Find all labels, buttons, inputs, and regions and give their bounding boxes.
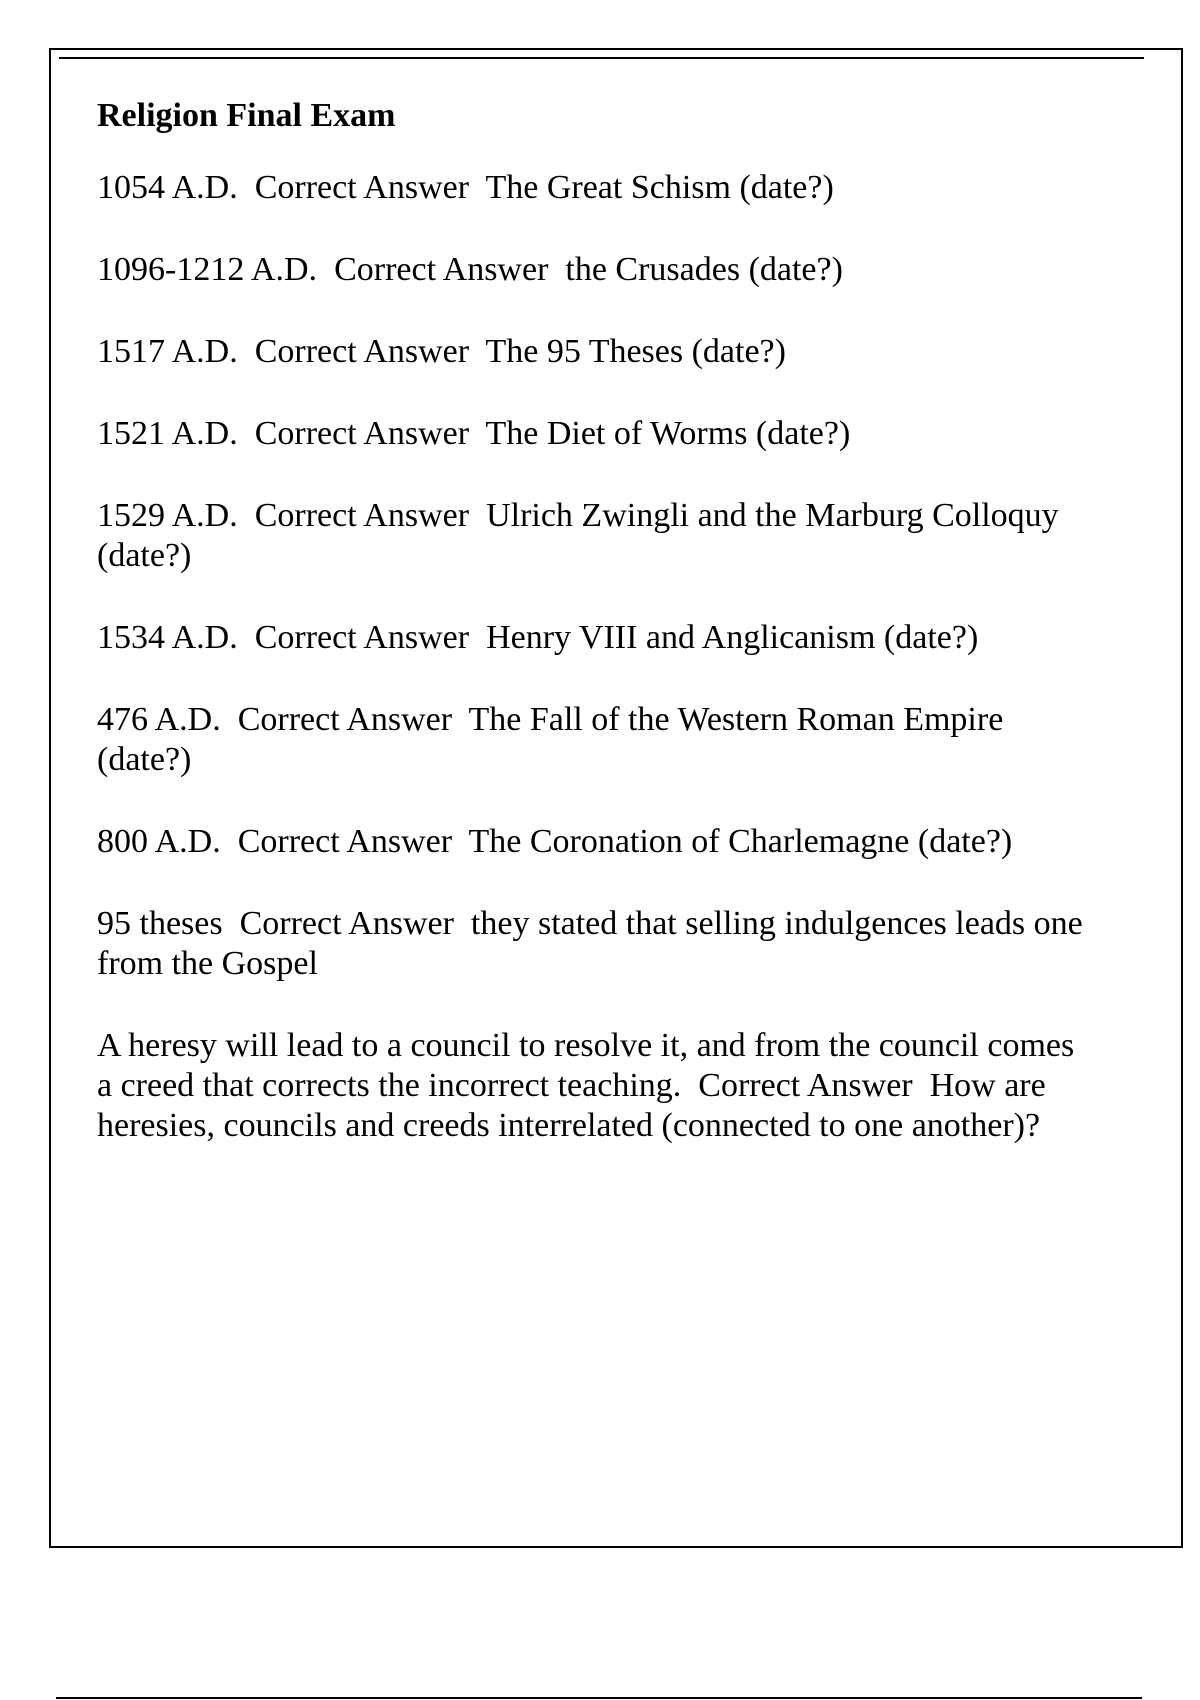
document-content	[97, 96, 1097, 1188]
qa-item	[97, 822, 1097, 862]
qa-item	[97, 496, 1097, 576]
qa-answer: The 95 Theses (date?)	[485, 333, 786, 370]
bottom-rule	[56, 1697, 1142, 1699]
qa-answer: Ulrich Zwingli and the Marburg Colloquy (date?)	[97, 497, 1059, 574]
qa-label: Correct Answer	[254, 619, 470, 656]
qa-term: 476 A.D.	[97, 701, 221, 738]
qa-label: Correct Answer	[237, 823, 453, 860]
qa-answer: they stated that selling indulgences leads one from the Gospel	[97, 905, 1083, 982]
qa-item	[97, 168, 1097, 208]
qa-term: 1521 A.D.	[97, 415, 238, 452]
qa-label: Correct Answer	[254, 497, 470, 534]
qa-term: A heresy will lead to a council to resolve it, and from the council comes a creed that corrects the incorrect teaching.	[97, 1027, 1075, 1104]
qa-item	[97, 414, 1097, 454]
document-title: Religion Final Exam	[97, 97, 396, 134]
qa-answer: The Fall of the Western Roman Empire (date?)	[97, 701, 1004, 778]
qa-item	[97, 618, 1097, 658]
qa-term: 1054 A.D.	[97, 169, 238, 206]
qa-item	[97, 250, 1097, 290]
qa-answer: How are heresies, councils and creeds interrelated (connected to one another)?	[97, 1067, 1046, 1144]
qa-term: 800 A.D.	[97, 823, 221, 860]
qa-label: Correct Answer	[334, 251, 549, 288]
qa-item	[97, 332, 1097, 372]
qa-term: 1517 A.D.	[97, 333, 238, 370]
qa-label: Correct Answer	[698, 1067, 913, 1104]
qa-answer: the Crusades (date?)	[565, 251, 843, 288]
qa-list	[97, 168, 1097, 1146]
qa-answer: The Great Schism (date?)	[485, 169, 834, 206]
qa-item	[97, 700, 1097, 780]
qa-label: Correct Answer	[254, 169, 470, 206]
qa-item	[97, 904, 1097, 984]
qa-answer: The Coronation of Charlemagne (date?)	[468, 823, 1013, 860]
qa-label: Correct Answer	[254, 333, 470, 370]
qa-term: 95 theses	[97, 905, 223, 942]
qa-term: 1096-1212 A.D.	[97, 251, 318, 288]
frame-top-rule	[59, 57, 1144, 59]
qa-term: 1529 A.D.	[97, 497, 238, 534]
qa-answer: The Diet of Worms (date?)	[485, 415, 851, 452]
qa-label: Correct Answer	[237, 701, 453, 738]
qa-answer: Henry VIII and Anglicanism (date?)	[486, 619, 979, 656]
qa-term: 1534 A.D.	[97, 619, 238, 656]
qa-label: Correct Answer	[239, 905, 454, 942]
qa-item	[97, 1026, 1097, 1146]
qa-label: Correct Answer	[254, 415, 470, 452]
